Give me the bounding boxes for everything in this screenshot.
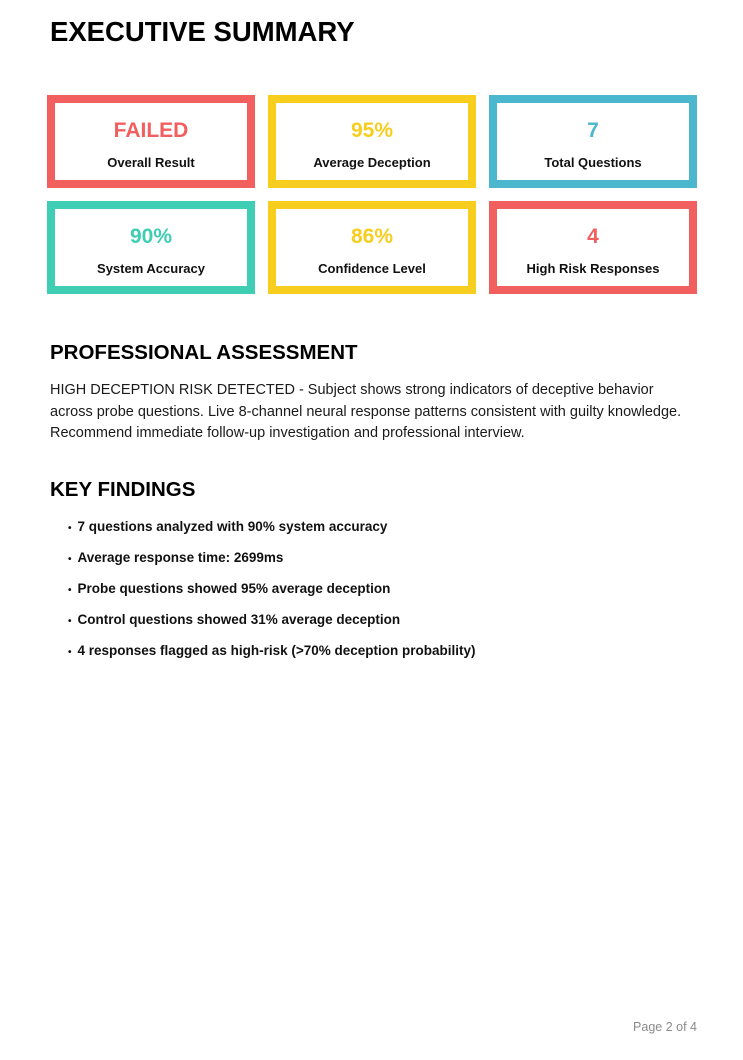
- list-item: [68, 582, 693, 598]
- finding-text: 4 responses flagged as high-risk (>70% deception probability): [77, 643, 476, 659]
- list-item: [68, 613, 693, 629]
- stat-value: FAILED: [113, 118, 189, 142]
- page-number: Page 2 of 4: [633, 1020, 697, 1034]
- list-item: [68, 520, 693, 536]
- list-item: [68, 644, 693, 660]
- stat-card-confidence-level: [268, 201, 476, 294]
- section-heading-professional-assessment: PROFESSIONAL ASSESSMENT: [50, 340, 358, 364]
- page-title: EXECUTIVE SUMMARY: [50, 16, 355, 47]
- stat-label: High Risk Responses: [526, 260, 660, 276]
- finding-text: Average response time: 2699ms: [77, 550, 284, 566]
- stat-card-high-risk-responses: [489, 201, 697, 294]
- stat-value: 4: [587, 224, 599, 248]
- bullet-icon: •: [68, 616, 72, 628]
- stat-label: Average Deception: [313, 154, 431, 170]
- stat-label: Confidence Level: [318, 260, 426, 276]
- stat-card-system-accuracy: [47, 201, 255, 294]
- assessment-paragraph: HIGH DECEPTION RISK DETECTED - Subject shows strong indicators of deceptive behavior across probe questions. Live 8-channel neural response patterns consistent with guilty knowledge. Recommend immediate follow-up investigation and professional interview.: [50, 382, 682, 442]
- list-item: [68, 551, 693, 567]
- bullet-icon: •: [68, 523, 72, 535]
- stat-label: Overall Result: [107, 154, 195, 170]
- stat-value: 86%: [350, 224, 394, 248]
- bullet-icon: •: [68, 647, 72, 659]
- stat-card-average-deception: [268, 95, 476, 188]
- stat-label: System Accuracy: [97, 260, 205, 276]
- finding-text: Control questions showed 31% average deception: [77, 612, 401, 628]
- stat-card-total-questions: [489, 95, 697, 188]
- stat-card-overall-result: [47, 95, 255, 188]
- key-findings-list: [68, 520, 693, 660]
- stat-value: 7: [587, 118, 599, 142]
- stat-value: 90%: [129, 224, 173, 248]
- bullet-icon: •: [68, 554, 72, 566]
- stat-cards-grid: [47, 95, 697, 294]
- stat-value: 95%: [350, 118, 394, 142]
- section-heading-key-findings: KEY FINDINGS: [50, 477, 196, 501]
- bullet-icon: •: [68, 585, 72, 597]
- finding-text: 7 questions analyzed with 90% system accuracy: [77, 519, 388, 535]
- finding-text: Probe questions showed 95% average deception: [77, 581, 391, 597]
- stat-label: Total Questions: [544, 154, 642, 170]
